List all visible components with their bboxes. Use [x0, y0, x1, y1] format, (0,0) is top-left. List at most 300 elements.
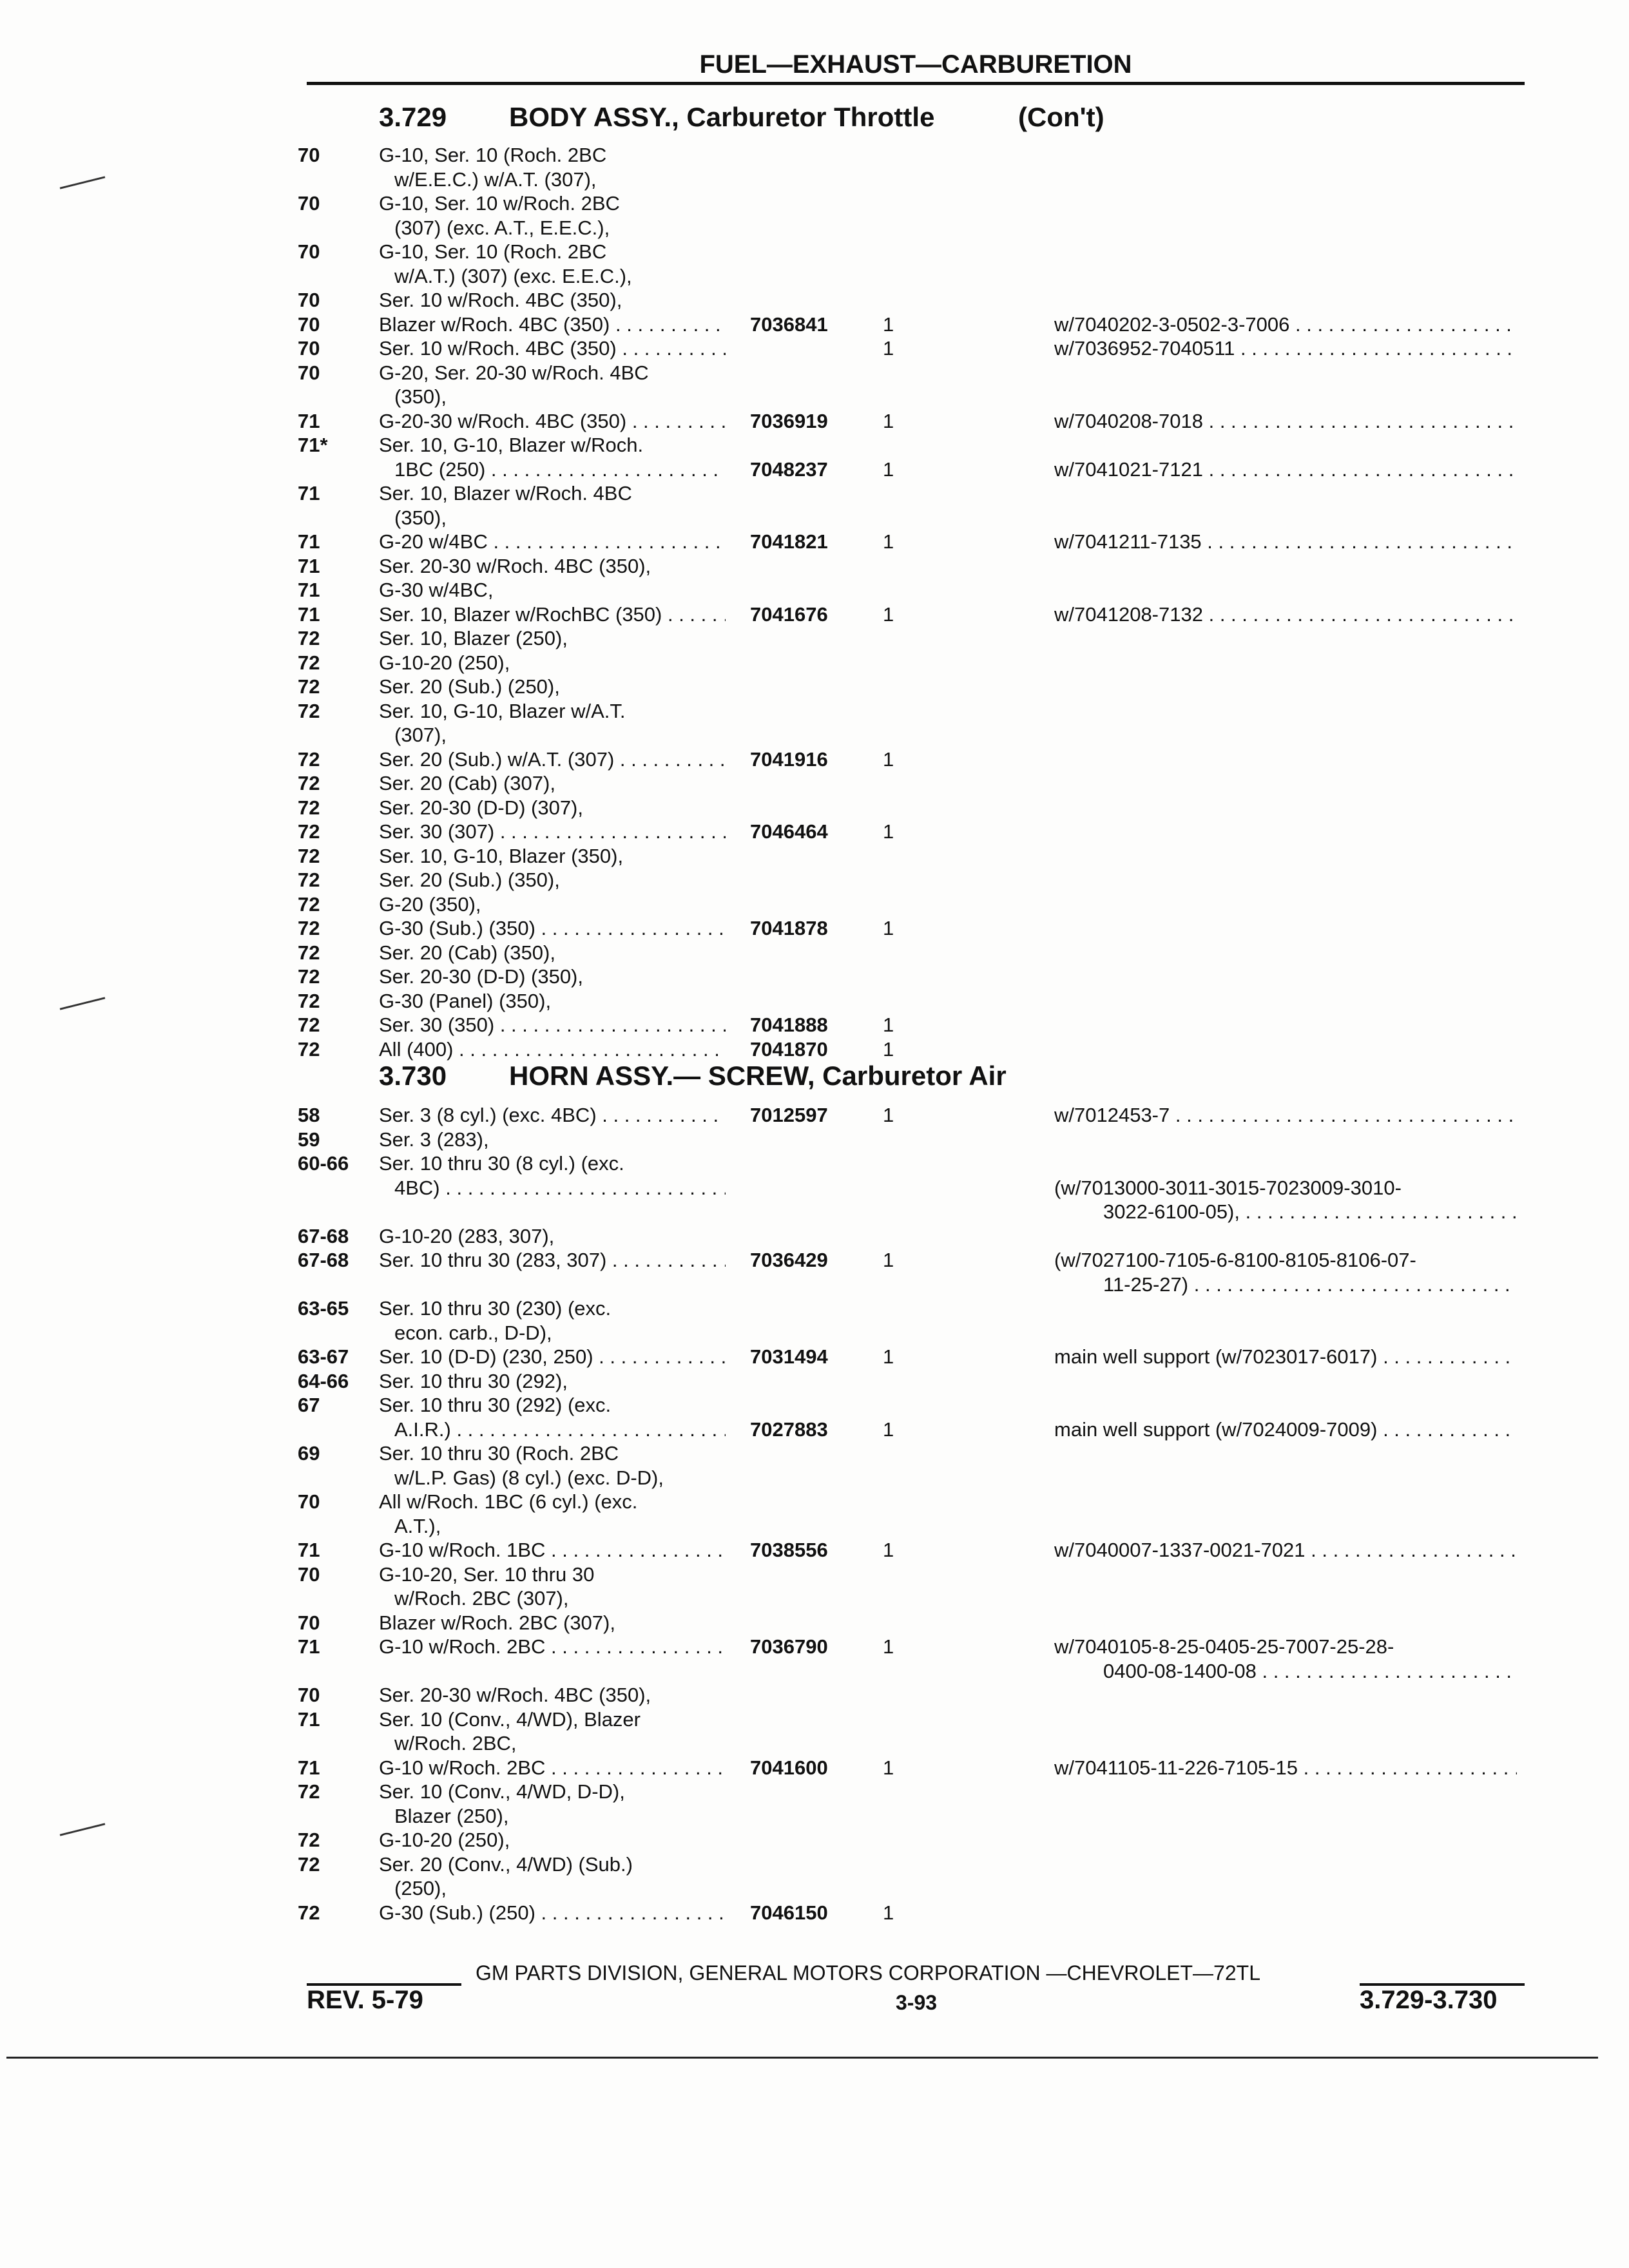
- model-year: 72: [298, 820, 320, 843]
- description-line: G-10-20, Ser. 10 thru 30: [379, 1562, 595, 1586]
- application-description: [379, 433, 726, 481]
- note-line: 0400-08-1400-08 . . .: [1054, 1659, 1517, 1684]
- application-description: [379, 1852, 726, 1901]
- parts-row: [0, 1562, 1547, 1611]
- parts-row: [0, 1490, 1547, 1538]
- parts-row: [0, 699, 1547, 747]
- parts-row: [0, 965, 1547, 989]
- parts-row: [0, 288, 1547, 312]
- section-3730-parts-list: [0, 1103, 1547, 1925]
- description-line: G-20 (350),: [379, 892, 481, 916]
- part-number: 7036919: [750, 409, 828, 432]
- application-description: [379, 941, 726, 965]
- parts-row: [0, 844, 1547, 869]
- description-line: G-20 w/4BC . . .: [379, 530, 726, 554]
- description-line: G-10 w/Roch. 2BC . . .: [379, 1635, 726, 1659]
- description-line: w/A.T.) (307) (exc. E.E.C.),: [394, 264, 632, 287]
- quantity: 1: [883, 409, 894, 432]
- note-line: w/7041105-11-226-7105-15 . . .: [1054, 1756, 1517, 1780]
- application-description: [379, 1013, 726, 1037]
- part-number: 7041870: [750, 1037, 828, 1061]
- application-description: [379, 288, 726, 312]
- continued-label: (Con't): [1018, 102, 1104, 132]
- model-year: 70: [298, 1684, 320, 1706]
- model-year: 71*: [298, 434, 328, 456]
- application-description: [379, 481, 726, 530]
- description-line: Ser. 10, Blazer w/RochBC (350) . . .: [379, 602, 726, 627]
- description-line: G-30 (Sub.) (250) . . .: [379, 1901, 726, 1925]
- parts-row: [0, 1707, 1547, 1756]
- parts-row: [0, 409, 1547, 434]
- quantity: 1: [883, 312, 894, 336]
- section-number: 3.729: [379, 102, 447, 132]
- description-line: G-10 w/Roch. 2BC . . .: [379, 1756, 726, 1780]
- parts-row: [0, 433, 1547, 481]
- part-number: 7041600: [750, 1756, 828, 1779]
- application-description: [379, 602, 726, 627]
- description-line: Blazer w/Roch. 4BC (350) . . .: [379, 312, 726, 337]
- application-description: [379, 771, 726, 796]
- description-line: G-10, Ser. 10 w/Roch. 2BC: [379, 192, 620, 215]
- part-number: 7031494: [750, 1345, 828, 1368]
- description-line: 4BC) . . .: [379, 1176, 726, 1200]
- parts-row: [0, 941, 1547, 965]
- part-number: 7012597: [750, 1104, 828, 1126]
- description-line: Ser. 10, Blazer w/Roch. 4BC: [379, 482, 632, 505]
- quantity: 1: [883, 1756, 894, 1779]
- part-number: 7036429: [750, 1249, 828, 1271]
- application-description: [379, 844, 726, 869]
- model-year: 70: [298, 1490, 320, 1513]
- application-description: [379, 892, 726, 917]
- model-year: 72: [298, 917, 320, 939]
- usage-note: [1054, 312, 1517, 337]
- quantity: 1: [883, 337, 894, 360]
- usage-note: [1054, 1345, 1517, 1369]
- application-description: [379, 651, 726, 675]
- description-line: Ser. 10 (Conv., 4/WD), Blazer: [379, 1707, 641, 1731]
- application-description: [379, 1248, 726, 1273]
- part-number: 7046150: [750, 1901, 828, 1924]
- part-number: 7041878: [750, 917, 828, 939]
- scan-bottom-edge: [6, 2057, 1598, 2059]
- parts-row: [0, 1037, 1547, 1062]
- application-description: [379, 1151, 726, 1200]
- usage-note: [1054, 457, 1517, 482]
- model-year: 72: [298, 699, 320, 722]
- parts-row: [0, 1756, 1547, 1780]
- application-description: [379, 675, 726, 699]
- parts-row: [0, 1635, 1547, 1683]
- parts-row: [0, 1369, 1547, 1394]
- quantity: 1: [883, 747, 894, 771]
- description-line: A.T.),: [394, 1514, 441, 1537]
- application-description: [379, 1369, 726, 1394]
- description-line: (307),: [394, 724, 447, 746]
- description-line: w/E.E.C.) w/A.T. (307),: [394, 168, 597, 191]
- application-description: [379, 989, 726, 1014]
- parts-row: [0, 1441, 1547, 1490]
- note-line: w/7040202-3-0502-3-7006 . . .: [1054, 312, 1517, 337]
- description-line: Ser. 10 thru 30 (292) (exc.: [379, 1394, 612, 1416]
- note-line: w/7012453-7 . . .: [1054, 1103, 1517, 1128]
- parts-row: [0, 626, 1547, 651]
- part-number: 7027883: [750, 1418, 828, 1441]
- description-line: G-20-30 w/Roch. 4BC (350) . . .: [379, 409, 726, 434]
- application-description: [379, 1828, 726, 1852]
- parts-row: [0, 820, 1547, 844]
- parts-row: [0, 796, 1547, 820]
- model-year: 72: [298, 844, 320, 867]
- description-line: (350),: [394, 385, 447, 408]
- note-line: w/7041211-7135 . . .: [1054, 530, 1517, 554]
- note-line: w/7040105-8-25-0405-25-7007-25-28-: [1054, 1635, 1394, 1658]
- application-description: [379, 626, 726, 651]
- application-description: [379, 1780, 726, 1828]
- model-year: 72: [298, 892, 320, 916]
- model-year: 71: [298, 602, 320, 626]
- parts-row: [0, 1611, 1547, 1635]
- application-description: [379, 409, 726, 434]
- model-year: 71: [298, 482, 320, 505]
- note-line: w/7040007-1337-0021-7021 . . .: [1054, 1538, 1517, 1562]
- usage-note: [1054, 530, 1517, 554]
- parts-row: [0, 1345, 1547, 1369]
- quantity: 1: [883, 602, 894, 626]
- description-line: (350),: [394, 506, 447, 529]
- application-description: [379, 796, 726, 820]
- application-description: [379, 965, 726, 989]
- model-year: 72: [298, 941, 320, 964]
- application-description: [379, 1490, 726, 1538]
- model-year: 63-65: [298, 1297, 349, 1320]
- model-year: 67: [298, 1394, 320, 1416]
- model-year: 72: [298, 675, 320, 698]
- model-year: 71: [298, 530, 320, 553]
- model-year: 71: [298, 1539, 320, 1561]
- usage-note: [1054, 1151, 1517, 1224]
- model-year: 72: [298, 747, 320, 771]
- description-line: Ser. 30 (307) . . .: [379, 820, 726, 844]
- description-line: G-30 (Panel) (350),: [379, 989, 552, 1012]
- quantity: 1: [883, 1014, 894, 1036]
- quantity: 1: [883, 1901, 894, 1924]
- quantity: 1: [883, 530, 894, 553]
- parts-row: [0, 240, 1547, 288]
- model-year: 70: [298, 192, 320, 215]
- usage-note: [1054, 1248, 1517, 1296]
- application-description: [379, 1037, 726, 1062]
- model-year: 70: [298, 361, 320, 384]
- usage-note: [1054, 336, 1517, 361]
- footer-page-number: 3-93: [896, 1991, 938, 2014]
- description-line: Blazer w/Roch. 2BC (307),: [379, 1611, 615, 1634]
- parts-row: [0, 771, 1547, 796]
- parts-row: [0, 530, 1547, 554]
- part-number: 7046464: [750, 820, 828, 843]
- description-line: econ. carb., D-D),: [394, 1321, 552, 1344]
- section-3729-parts-list: [0, 143, 1547, 1061]
- description-line: w/L.P. Gas) (8 cyl.) (exc. D-D),: [394, 1466, 664, 1489]
- parts-row: [0, 1901, 1547, 1925]
- part-number: 7048237: [750, 457, 828, 481]
- description-line: G-30 (Sub.) (350) . . .: [379, 916, 726, 941]
- description-line: G-10-20 (250),: [379, 651, 510, 674]
- application-description: [379, 1345, 726, 1369]
- usage-note: [1054, 1756, 1517, 1780]
- parts-row: [0, 916, 1547, 941]
- description-line: (307) (exc. A.T., E.E.C.),: [394, 216, 610, 239]
- description-line: Ser. 10 thru 30 (230) (exc.: [379, 1297, 612, 1320]
- description-line: Ser. 20-30 w/Roch. 4BC (350),: [379, 554, 651, 577]
- application-description: [379, 1707, 726, 1756]
- quantity: 1: [883, 1539, 894, 1561]
- parts-row: [0, 1151, 1547, 1224]
- quantity: 1: [883, 457, 894, 481]
- note-line: w/7040208-7018 . . .: [1054, 409, 1517, 434]
- description-line: Ser. 20 (Conv., 4/WD) (Sub.): [379, 1852, 633, 1876]
- parts-row: [0, 578, 1547, 602]
- model-year: 72: [298, 1780, 320, 1803]
- quantity: 1: [883, 917, 894, 939]
- description-line: Ser. 10 thru 30 (Roch. 2BC: [379, 1442, 619, 1465]
- quantity: 1: [883, 1418, 894, 1441]
- application-description: [379, 868, 726, 892]
- application-description: [379, 916, 726, 941]
- parts-row: [0, 675, 1547, 699]
- quantity: 1: [883, 1249, 894, 1271]
- model-year: 72: [298, 1037, 320, 1061]
- footer-division: GM PARTS DIVISION, GENERAL MOTORS CORPORATION —CHEVROLET—72TL: [476, 1961, 1260, 1984]
- parts-row: [0, 1296, 1547, 1345]
- model-year: 72: [298, 627, 320, 649]
- description-line: Ser. 20 (Cab) (350),: [379, 941, 555, 964]
- note-line: w/7041208-7132 . . .: [1054, 602, 1517, 627]
- model-year: 71: [298, 1756, 320, 1779]
- quantity: 1: [883, 1635, 894, 1658]
- quantity: 1: [883, 1037, 894, 1061]
- application-description: [379, 699, 726, 747]
- description-line: Ser. 3 (283),: [379, 1128, 489, 1151]
- application-description: [379, 1756, 726, 1780]
- parts-row: [0, 1538, 1547, 1562]
- application-description: [379, 820, 726, 844]
- description-line: Ser. 20-30 w/Roch. 4BC (350),: [379, 1684, 651, 1706]
- description-line: G-10-20 (283, 307),: [379, 1224, 555, 1247]
- model-year: 70: [298, 240, 320, 263]
- parts-row: [0, 651, 1547, 675]
- parts-row: [0, 312, 1547, 337]
- note-line: w/7041021-7121 . . .: [1054, 457, 1517, 482]
- usage-note: [1054, 1635, 1517, 1683]
- application-description: [379, 1562, 726, 1611]
- model-year: 70: [298, 289, 320, 311]
- note-line: 3022-6100-05), . . .: [1054, 1200, 1517, 1224]
- application-description: [379, 1103, 726, 1128]
- usage-note: [1054, 1538, 1517, 1562]
- application-description: [379, 1296, 726, 1345]
- note-line: main well support (w/7024009-7009) . . .: [1054, 1418, 1517, 1442]
- application-description: [379, 1611, 726, 1635]
- parts-row: [0, 1248, 1547, 1296]
- parts-row: [0, 1852, 1547, 1901]
- parts-row: [0, 1224, 1547, 1249]
- parts-row: [0, 868, 1547, 892]
- description-line: G-10, Ser. 10 (Roch. 2BC: [379, 144, 607, 166]
- parts-row: [0, 143, 1547, 191]
- description-line: Ser. 10 (Conv., 4/WD, D-D),: [379, 1780, 625, 1803]
- parts-row: [0, 361, 1547, 409]
- model-year: 72: [298, 1829, 320, 1851]
- note-line: (w/7013000-3011-3015-7023009-3010-: [1054, 1176, 1402, 1199]
- usage-note: [1054, 409, 1517, 434]
- model-year: 70: [298, 1611, 320, 1634]
- parts-row: [0, 1128, 1547, 1152]
- description-line: G-30 w/4BC,: [379, 579, 494, 601]
- parts-row: [0, 554, 1547, 579]
- description-line: Ser. 10, G-10, Blazer w/A.T.: [379, 699, 626, 722]
- parts-row: [0, 1013, 1547, 1037]
- description-line: All w/Roch. 1BC (6 cyl.) (exc.: [379, 1490, 638, 1513]
- description-line: G-10 w/Roch. 1BC . . .: [379, 1538, 726, 1562]
- application-description: [379, 336, 726, 361]
- application-description: [379, 578, 726, 602]
- application-description: [379, 1635, 726, 1659]
- parts-row: [0, 481, 1547, 530]
- model-year: 72: [298, 1901, 320, 1924]
- application-description: [379, 554, 726, 579]
- description-line: Ser. 10, Blazer (250),: [379, 627, 568, 649]
- usage-note: [1054, 1103, 1517, 1128]
- description-line: Ser. 10 w/Roch. 4BC (350),: [379, 289, 622, 311]
- model-year: 70: [298, 337, 320, 360]
- footer-revision: REV. 5-79: [307, 1986, 423, 2014]
- part-number: 7041676: [750, 602, 828, 626]
- part-number: 7041916: [750, 747, 828, 771]
- page-header: FUEL—EXHAUST—CARBURETION: [307, 50, 1525, 85]
- model-year: 71: [298, 409, 320, 432]
- part-number: 7036841: [750, 312, 828, 336]
- description-line: Ser. 3 (8 cyl.) (exc. 4BC) . . .: [379, 1103, 726, 1128]
- description-line: Ser. 20 (Sub.) (350),: [379, 869, 560, 891]
- model-year: 72: [298, 796, 320, 819]
- model-year: 72: [298, 1014, 320, 1036]
- application-description: [379, 1441, 726, 1490]
- parts-row: [0, 191, 1547, 240]
- note-line: (w/7027100-7105-6-8100-8105-8106-07-: [1054, 1249, 1416, 1271]
- section-title: BODY ASSY., Carburetor Throttle: [509, 102, 935, 132]
- model-year: 71: [298, 579, 320, 601]
- model-year: 69: [298, 1442, 320, 1465]
- model-year: 72: [298, 989, 320, 1012]
- model-year: 72: [298, 772, 320, 794]
- description-line: Ser. 20-30 (D-D) (307),: [379, 796, 583, 819]
- note-line: main well support (w/7023017-6017) . . .: [1054, 1345, 1517, 1369]
- part-number: 7036790: [750, 1635, 828, 1658]
- application-description: [379, 1683, 726, 1707]
- parts-row: [0, 1780, 1547, 1828]
- application-description: [379, 1128, 726, 1152]
- parts-row: [0, 1828, 1547, 1852]
- model-year: 70: [298, 1562, 320, 1586]
- description-line: G-10, Ser. 10 (Roch. 2BC: [379, 240, 607, 263]
- model-year: 63-67: [298, 1345, 349, 1368]
- quantity: 1: [883, 820, 894, 843]
- description-line: A.I.R.) . . .: [379, 1418, 726, 1442]
- model-year: 71: [298, 1707, 320, 1731]
- application-description: [379, 1538, 726, 1562]
- description-line: (250),: [394, 1877, 447, 1899]
- description-line: Ser. 10 w/Roch. 4BC (350) . . .: [379, 336, 726, 361]
- description-line: Ser. 10, G-10, Blazer (350),: [379, 844, 624, 867]
- description-line: w/Roch. 2BC (307),: [394, 1587, 569, 1610]
- application-description: [379, 1224, 726, 1249]
- description-line: G-20, Ser. 20-30 w/Roch. 4BC: [379, 361, 649, 384]
- description-line: All (400) . . .: [379, 1037, 726, 1062]
- model-year: 70: [298, 144, 320, 166]
- application-description: [379, 1393, 726, 1441]
- note-line: w/7036952-7040511 . . .: [1054, 336, 1517, 361]
- model-year: 72: [298, 1852, 320, 1876]
- parts-row: [0, 602, 1547, 627]
- model-year: 70: [298, 312, 320, 336]
- parts-row: [0, 989, 1547, 1014]
- quantity: 1: [883, 1345, 894, 1368]
- application-description: [379, 1901, 726, 1925]
- part-number: 7041888: [750, 1014, 828, 1036]
- description-line: Ser. 10 (D-D) (230, 250) . . .: [379, 1345, 726, 1369]
- part-number: 7038556: [750, 1539, 828, 1561]
- parts-row: [0, 1683, 1547, 1707]
- parts-row: [0, 892, 1547, 917]
- note-line: [1054, 1151, 1517, 1176]
- application-description: [379, 191, 726, 240]
- application-description: [379, 143, 726, 191]
- model-year: 72: [298, 869, 320, 891]
- description-line: Ser. 10, G-10, Blazer w/Roch.: [379, 434, 644, 456]
- application-description: [379, 312, 726, 337]
- parts-row: [0, 336, 1547, 361]
- description-line: Ser. 20 (Cab) (307),: [379, 772, 555, 794]
- model-year: 72: [298, 965, 320, 988]
- description-line: G-10-20 (250),: [379, 1829, 510, 1851]
- description-line: Ser. 10 thru 30 (283, 307) . . .: [379, 1248, 726, 1273]
- description-line: Ser. 10 thru 30 (292),: [379, 1369, 568, 1392]
- part-number: 7041821: [750, 530, 828, 553]
- section-number: 3.730: [379, 1061, 447, 1091]
- parts-row: [0, 1393, 1547, 1441]
- footer-section-range: 3.729-3.730: [1360, 1986, 1498, 2014]
- description-line: Ser. 20 (Sub.) w/A.T. (307) . . .: [379, 747, 726, 772]
- parts-row: [0, 1103, 1547, 1128]
- description-line: Ser. 10 thru 30 (8 cyl.) (exc.: [379, 1152, 624, 1175]
- model-year: 71: [298, 554, 320, 577]
- usage-note: [1054, 1418, 1517, 1442]
- model-year: 71: [298, 1635, 320, 1658]
- application-description: [379, 240, 726, 288]
- parts-row: [0, 747, 1547, 772]
- model-year: 72: [298, 651, 320, 674]
- model-year: 67-68: [298, 1224, 349, 1247]
- description-line: Blazer (250),: [394, 1804, 509, 1827]
- application-description: [379, 361, 726, 409]
- description-line: Ser. 20 (Sub.) (250),: [379, 675, 560, 698]
- quantity: 1: [883, 1104, 894, 1126]
- description-line: Ser. 30 (350) . . .: [379, 1013, 726, 1037]
- model-year: 64-66: [298, 1369, 349, 1392]
- application-description: [379, 747, 726, 772]
- model-year: 59: [298, 1128, 320, 1151]
